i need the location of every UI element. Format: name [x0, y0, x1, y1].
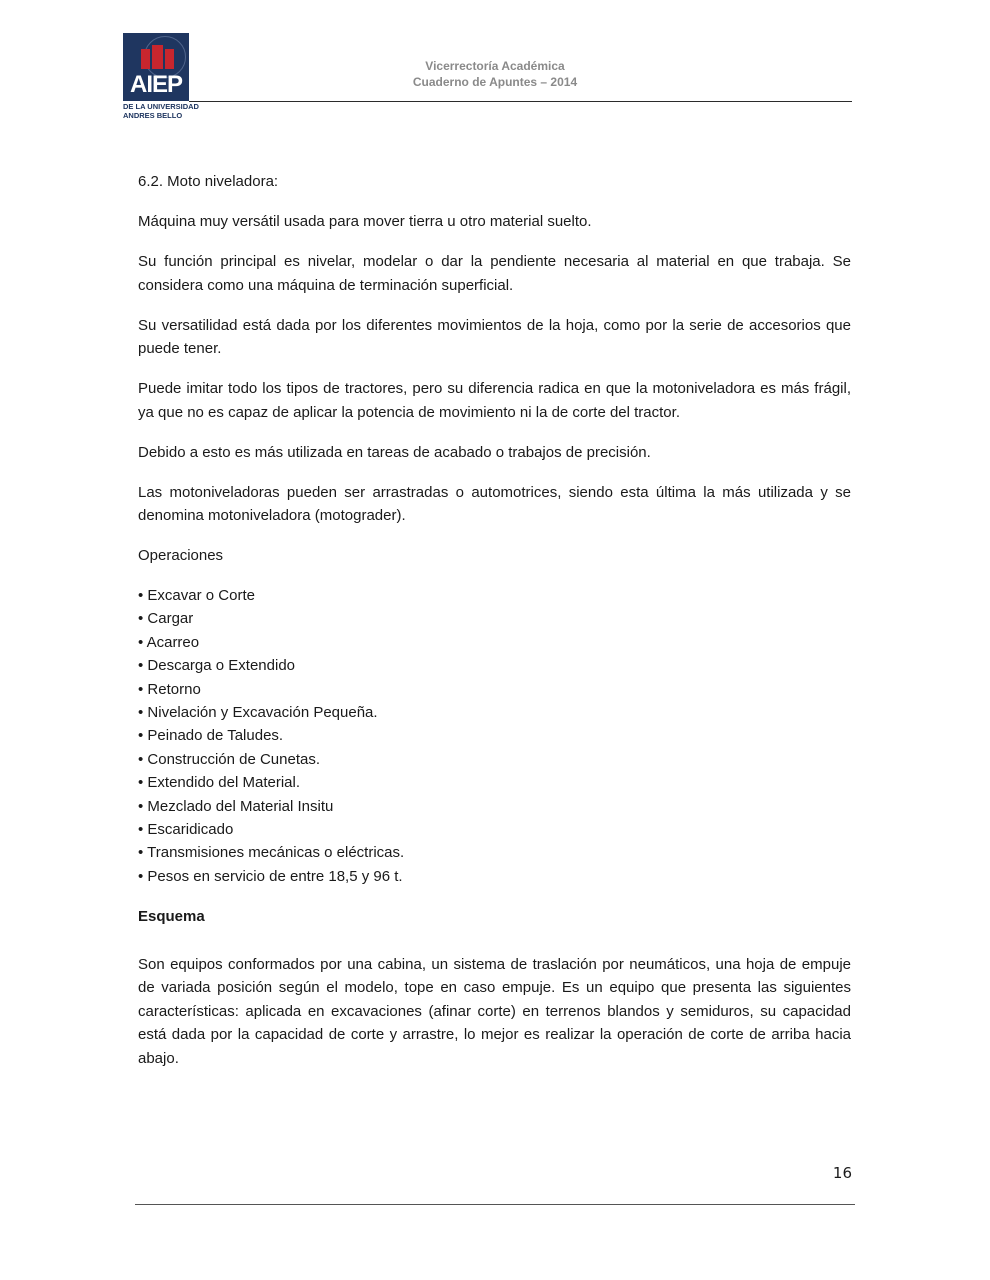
logo-emblem: [123, 33, 189, 101]
logo-building-right: [165, 49, 174, 69]
paragraph-intro: Máquina muy versátil usada para mover tierra u otro material suelto.: [138, 213, 592, 230]
list-item: • Descarga o Extendido: [138, 657, 296, 675]
logo-subtitle-line1: DE LA UNIVERSIDAD: [123, 102, 199, 111]
list-item: • Retorno: [138, 680, 201, 698]
list-item: • Construcción de Cunetas.: [138, 750, 321, 768]
paragraph-comparison: Puede imitar todo los tipos de tractores, pero su diferencia radica en que la motoniveladora es más frágil, ya que no es capaz de aplicar la potencia de movimiento ni la de corte del tractor.: [138, 380, 851, 421]
list-item: • Peinado de Taludes.: [138, 727, 284, 745]
logo-building-center: [152, 45, 163, 69]
logo-subtitle-line2: ANDRES BELLO: [123, 111, 183, 120]
paragraph-function: Su función principal es nivelar, modelar o dar la pendiente necesaria al material en que trabaja. Se considera como una máquina de terminación superficial.: [138, 253, 851, 294]
list-item: • Pesos en servicio de entre 18,5 y 96 t.: [138, 867, 403, 885]
list-item: • Acarreo: [138, 633, 200, 651]
page-header: [200, 58, 790, 90]
list-item: • Mezclado del Material Insitu: [138, 797, 334, 815]
paragraph-usage: Debido a esto es más utilizada en tareas de acabado o trabajos de precisión.: [138, 443, 651, 461]
section-title: 6.2. Moto niveladora:: [138, 173, 279, 190]
document-body: [138, 170, 851, 1087]
operations-list: [138, 584, 851, 888]
page-number: 16: [832, 1164, 852, 1182]
logo-wordmark: AIEP: [129, 71, 182, 98]
list-item: • Cargar: [138, 610, 194, 628]
paragraph-versatility: Su versatilidad está dada por los diferentes movimientos de la hoja, como por la serie de accesorios que puede tener.: [138, 316, 851, 357]
paragraph-esquema: Son equipos conformados por una cabina, un sistema de traslación por neumáticos, una hoja de empuje de variada posición según el modelo, tope en caso empuje. Es un equipo que presenta las siguientes características: aplicada en excavaciones (afinar corte) en terrenos blandos y semiduros, su capacidad está dada por la capacidad de corte y arrastre, lo mejor es realizar la operación de corte de arriba hacia abajo.: [138, 955, 851, 1067]
list-item: • Extendido del Material.: [138, 774, 301, 792]
list-item: • Transmisiones mecánicas o eléctricas.: [138, 844, 405, 862]
header-line-2: Cuaderno de Apuntes – 2014: [412, 75, 578, 89]
aiep-logo: [123, 33, 199, 120]
paragraph-types: Las motoniveladoras pueden ser arrastradas o automotrices, siendo esta última la más utilizada y se denomina motoniveladora (motograder).: [138, 483, 851, 524]
header-line-1: Vicerrectoría Académica: [425, 59, 565, 73]
footer-divider: [135, 1204, 855, 1205]
list-item: • Excavar o Corte: [138, 587, 255, 604]
header-divider: [189, 101, 852, 102]
list-item: • Nivelación y Excavación Pequeña.: [138, 704, 378, 722]
logo-building-left: [141, 49, 150, 69]
operations-heading: Operaciones: [138, 547, 224, 564]
list-item: • Escaridicado: [138, 821, 234, 839]
esquema-heading: Esquema: [138, 908, 205, 926]
